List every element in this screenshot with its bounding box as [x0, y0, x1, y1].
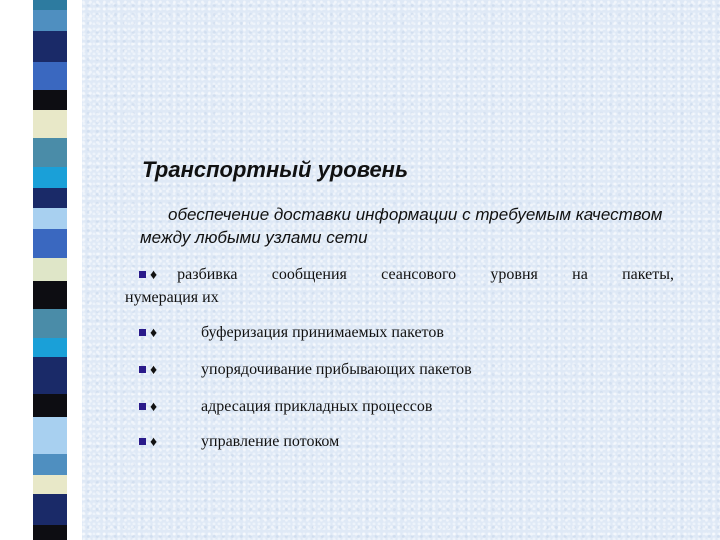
stripe-block — [33, 10, 67, 31]
stripe-block — [33, 167, 67, 188]
bullet-text: буферизация принимаемых пакетов — [201, 324, 444, 341]
stripe-block — [33, 258, 67, 281]
bullet-text-line-1: разбивка сообщения сеансового уровня на пакеты, — [177, 266, 674, 283]
diamond-bullet-icon: ♦ — [150, 363, 158, 378]
stripe-block — [33, 309, 67, 338]
bullet-marker — [139, 359, 201, 382]
square-bullet-icon — [139, 271, 146, 278]
stripe-block — [33, 394, 67, 417]
stripe-block — [33, 229, 67, 258]
bullet-marker — [139, 322, 201, 345]
decorative-color-stripe — [33, 0, 67, 540]
diamond-bullet-icon: ♦ — [150, 400, 158, 415]
bullet-item-2 — [139, 322, 444, 345]
stripe-block — [33, 454, 67, 475]
stripe-block — [33, 475, 67, 494]
bullet-item-3 — [139, 359, 472, 382]
bullet-item-1 — [125, 264, 674, 309]
stripe-block — [33, 338, 67, 357]
slide-title: Транспортный уровень — [142, 157, 409, 182]
bullet-text: управление потоком — [201, 433, 340, 450]
bullet-item-5 — [139, 431, 339, 454]
stripe-block — [33, 525, 67, 540]
slide-subtitle: обеспечение доставки информации с требуемым качеством между любыми узлами сети — [140, 205, 663, 247]
stripe-block — [33, 138, 67, 167]
bullet-text: адресация прикладных процессов — [201, 398, 433, 415]
diamond-bullet-icon: ♦ — [150, 326, 158, 341]
square-bullet-icon — [139, 438, 146, 445]
bullet-text: упорядочивание прибывающих пакетов — [201, 361, 472, 378]
stripe-block — [33, 208, 67, 229]
stripe-block — [33, 188, 67, 207]
stripe-block — [33, 357, 67, 394]
square-bullet-icon — [139, 366, 146, 373]
square-bullet-icon — [139, 403, 146, 410]
stripe-block — [33, 494, 67, 525]
bullet-marker — [139, 264, 157, 287]
bullet-marker — [139, 396, 201, 419]
stripe-block — [33, 0, 67, 10]
stripe-block — [33, 90, 67, 109]
diamond-bullet-icon: ♦ — [150, 435, 158, 450]
stripe-block — [33, 31, 67, 62]
square-bullet-icon — [139, 329, 146, 336]
bullet-marker — [139, 431, 201, 454]
bullet-item-4 — [139, 396, 432, 419]
stripe-block — [33, 110, 67, 139]
stripe-block — [33, 281, 67, 310]
stripe-block — [33, 417, 67, 454]
diamond-bullet-icon: ♦ — [150, 268, 158, 283]
bullet-text-line-2: нумерация их — [125, 289, 219, 306]
stripe-block — [33, 62, 67, 91]
